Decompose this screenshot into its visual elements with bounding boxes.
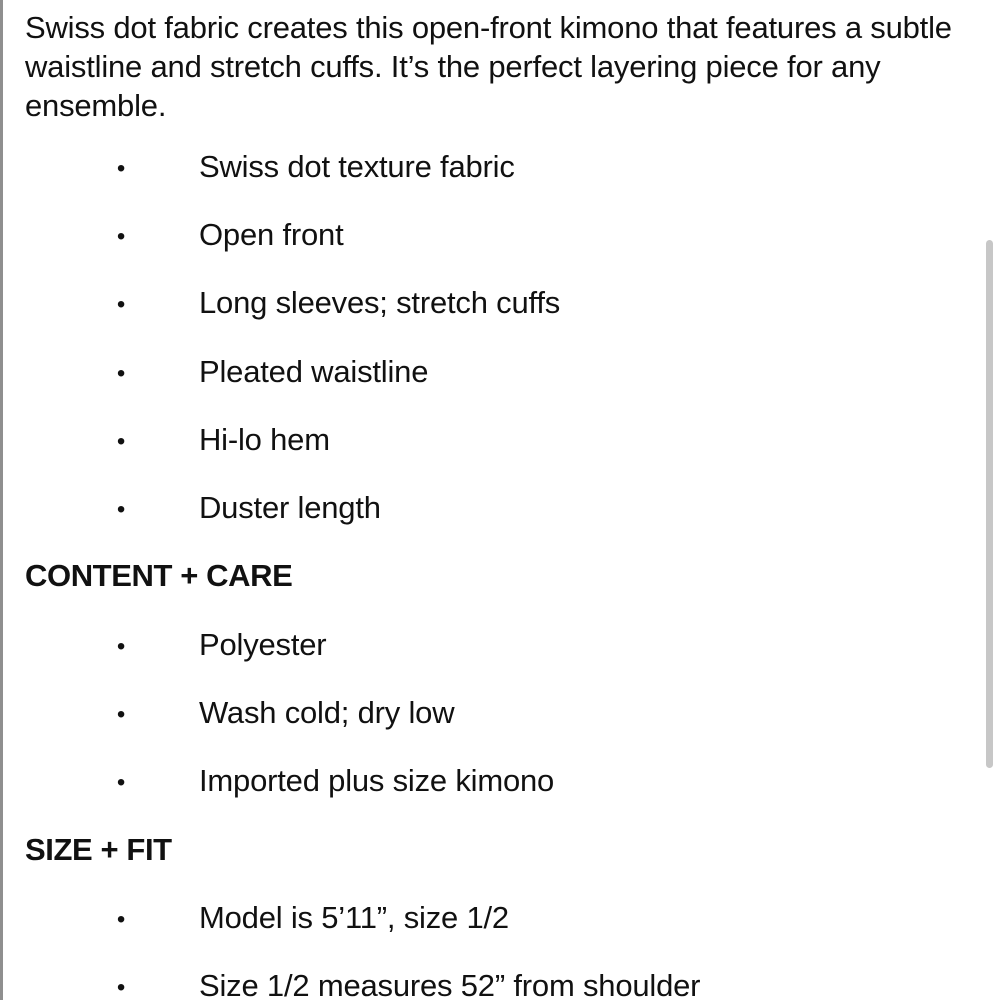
feature-list [25, 151, 980, 546]
bullet-icon: • [116, 769, 126, 797]
size-fit-text: Size 1/2 measures 52” from shoulder [199, 968, 701, 1000]
left-border-divider [0, 0, 3, 1000]
feature-list-item [25, 273, 980, 341]
feature-text: Long sleeves; stretch cuffs [199, 285, 561, 321]
feature-list-item [25, 478, 980, 546]
feature-list-item [25, 151, 980, 205]
bullet-icon: • [116, 496, 126, 524]
feature-list-item [25, 410, 980, 478]
content-care-text: Polyester [199, 626, 327, 662]
bullet-icon: • [116, 905, 126, 933]
bullet-icon: • [116, 155, 126, 182]
content-care-list-item [25, 751, 980, 819]
size-fit-list [25, 888, 980, 1000]
content-care-list-item [25, 683, 980, 751]
description-content [25, 8, 980, 1000]
size-fit-heading: SIZE + FIT [25, 831, 172, 867]
feature-list-item [25, 205, 980, 273]
bullet-icon: • [116, 223, 126, 250]
size-fit-text: Model is 5’11”, size 1/2 [199, 899, 509, 935]
content-care-text: Imported plus size kimono [199, 763, 555, 799]
content-care-heading: CONTENT + CARE [25, 558, 293, 594]
content-care-list-item [25, 615, 980, 683]
feature-text: Swiss dot texture fabric [199, 149, 515, 184]
bullet-icon: • [116, 427, 126, 455]
feature-text: Pleated waistline [199, 353, 429, 389]
content-care-list [25, 615, 980, 820]
bullet-icon: • [116, 701, 126, 729]
intro-paragraph: Swiss dot fabric creates this open-front kimono that features a subtle waistline and stretch cuffs. It’s the perfect layering piece for any ensemble. [25, 10, 952, 123]
size-fit-list-item [25, 956, 980, 1000]
vertical-scrollbar[interactable] [986, 240, 993, 768]
bullet-icon: • [116, 974, 126, 1000]
bullet-icon: • [116, 291, 126, 319]
bullet-icon: • [116, 632, 126, 660]
bullet-icon: • [116, 359, 126, 387]
feature-text: Hi-lo hem [199, 421, 330, 457]
feature-text: Open front [199, 217, 344, 252]
size-fit-list-item [25, 888, 980, 956]
feature-text: Duster length [199, 490, 381, 526]
feature-list-item [25, 342, 980, 410]
content-care-text: Wash cold; dry low [199, 695, 455, 731]
